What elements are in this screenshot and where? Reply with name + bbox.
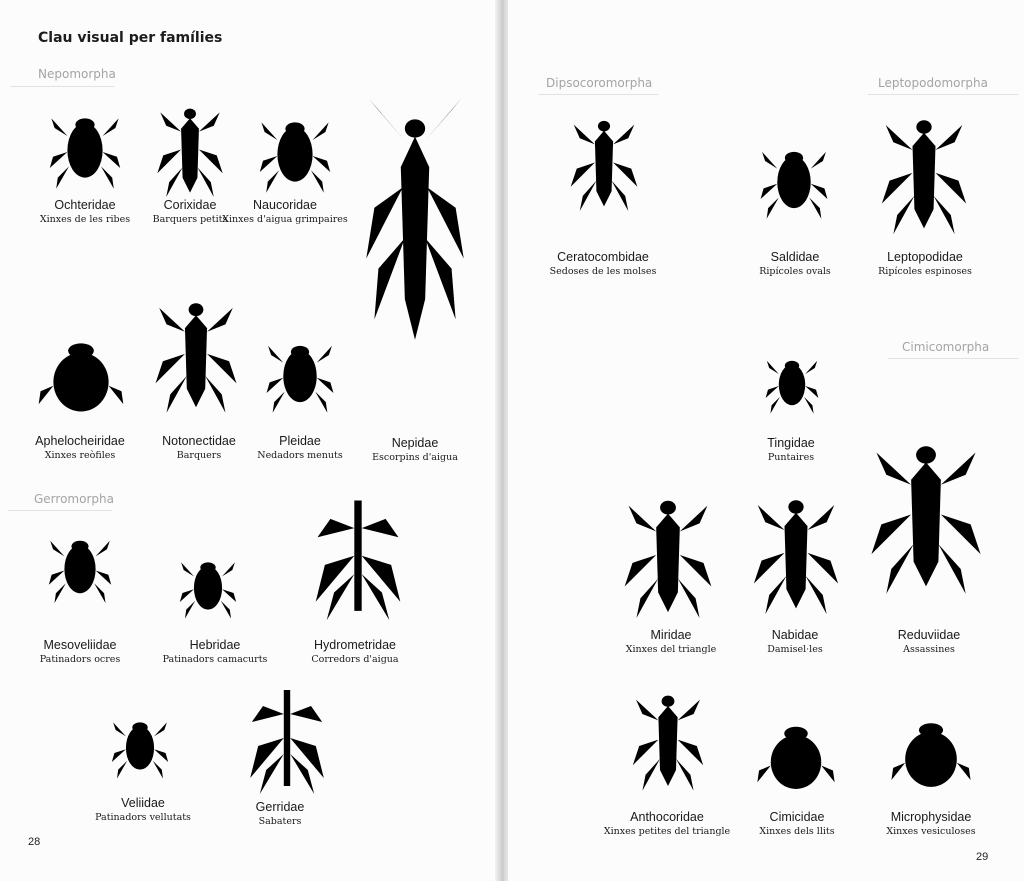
family-common-name: Sedoses de les molses: [549, 266, 657, 277]
family-name: Pleidae: [279, 434, 321, 448]
section-cimicomorpha: Cimicomorpha: [902, 340, 990, 354]
family-name: Hebridae: [189, 638, 241, 652]
family-name: Cimicidae: [769, 810, 825, 824]
family-hydrometridae: [280, 638, 430, 666]
section-nepomorpha: Nepomorpha: [38, 67, 116, 81]
family-common-name: Ripícoles ovals: [759, 266, 831, 277]
family-anthocoridae: [592, 810, 742, 838]
left-page: [0, 0, 500, 881]
family-nabidae: [720, 628, 870, 656]
family-name: Anthocoridae: [630, 810, 704, 824]
family-name: Leptopodidae: [887, 250, 963, 264]
pleidae-illustration: [262, 322, 338, 426]
family-ceratocombidae: [528, 250, 678, 278]
family-name: Reduviidae: [897, 628, 961, 642]
family-common-name: Xinxes petites del triangle: [603, 826, 731, 837]
family-common-name: Patinadors camacurts: [162, 654, 268, 665]
family-common-name: Puntaires: [767, 452, 815, 463]
ceratocombidae-illustration: [564, 108, 644, 214]
family-naucoridae: [220, 198, 350, 226]
family-mesoveliidae: [5, 638, 155, 666]
family-common-name: Assassines: [903, 644, 955, 655]
tingidae-illustration: [762, 336, 822, 430]
family-name: Nabidae: [771, 628, 819, 642]
section-rule: [538, 94, 658, 95]
family-name: Mesoveliidae: [43, 638, 117, 652]
naucoridae-illustration: [255, 108, 335, 196]
page-number: 28: [28, 836, 41, 848]
family-common-name: Xinxes dels llits: [759, 826, 835, 837]
family-name: Nepidae: [391, 436, 439, 450]
family-common-name: Patinadors ocres: [39, 654, 121, 665]
section-rule: [868, 94, 1018, 95]
family-name: Naucoridae: [253, 198, 317, 212]
family-common-name: Xinxes del triangle: [625, 644, 717, 655]
family-cimicidae: [722, 810, 872, 838]
family-veliidae: [68, 796, 218, 824]
family-name: Gerridae: [255, 800, 305, 814]
family-common-name: Sabaters: [258, 816, 302, 827]
family-name: Miridae: [650, 628, 692, 642]
reduviidae-illustration: [864, 404, 988, 620]
family-leptopodidae: [850, 250, 1000, 278]
family-name: Microphysidae: [890, 810, 972, 824]
family-saldidae: [720, 250, 870, 278]
family-name: Saldidae: [770, 250, 820, 264]
family-name: Tingidae: [767, 436, 815, 450]
family-name: Notonectidae: [162, 434, 236, 448]
family-common-name: Xinxes de les ribes: [39, 214, 131, 225]
family-common-name: Xinxes d'aigua grimpaires: [222, 214, 348, 225]
page-number: 29: [976, 851, 989, 863]
family-common-name: Patinadors vellutats: [95, 812, 191, 823]
corixidae-illustration: [150, 96, 230, 200]
right-page: [508, 0, 1024, 881]
section-rule: [10, 86, 114, 87]
microphysidae-illustration: [888, 694, 974, 804]
family-common-name: Damisel·les: [767, 644, 823, 655]
family-name: Ochteridae: [54, 198, 116, 212]
family-gerridae: [205, 800, 355, 828]
section-gerromorpha: Gerromorpha: [34, 492, 114, 506]
family-tingidae: [716, 436, 866, 464]
family-name: Ceratocombidae: [557, 250, 649, 264]
hydrometridae-illustration: [312, 484, 404, 632]
family-microphysidae: [856, 810, 1006, 838]
family-common-name: Barquers petits: [152, 214, 228, 225]
section-rule: [888, 358, 1018, 359]
ochteridae-illustration: [45, 100, 125, 196]
nepidae-illustration: [350, 96, 480, 426]
family-common-name: Xinxes reòfiles: [44, 450, 116, 461]
aphelocheiridae-illustration: [35, 318, 127, 424]
gerridae-illustration: [214, 682, 360, 798]
anthocoridae-illustration: [628, 672, 708, 804]
family-common-name: Ripícoles espinoses: [878, 266, 972, 277]
family-hebridae: [140, 638, 290, 666]
family-common-name: Escorpins d'aigua: [372, 452, 458, 463]
page-heading: Clau visual per famílies: [38, 30, 223, 46]
family-name: Hydrometridae: [314, 638, 396, 652]
cimicidae-illustration: [754, 702, 838, 802]
family-name: Aphelocheiridae: [35, 434, 125, 448]
saldidae-illustration: [756, 124, 832, 236]
family-reduviidae: [854, 628, 1004, 656]
veliidae-illustration: [108, 700, 172, 792]
nabidae-illustration: [748, 484, 844, 618]
family-common-name: Corredors d'aigua: [311, 654, 399, 665]
hebridae-illustration: [176, 540, 240, 632]
family-common-name: Barquers: [176, 450, 222, 461]
miridae-illustration: [618, 484, 718, 622]
mesoveliidae-illustration: [42, 528, 118, 606]
family-name: Corixidae: [163, 198, 217, 212]
section-rule: [8, 510, 112, 511]
family-common-name: Nedadors menuts: [257, 450, 343, 461]
notonectidae-illustration: [150, 282, 242, 422]
family-pleidae: [225, 434, 375, 462]
section-leptopodomorpha: Leptopodomorpha: [878, 76, 988, 90]
family-common-name: Xinxes vesiculoses: [886, 826, 976, 837]
section-dipsocoromorpha: Dipsocoromorpha: [546, 76, 653, 90]
family-name: Veliidae: [121, 796, 165, 810]
leptopodidae-illustration: [872, 104, 976, 238]
